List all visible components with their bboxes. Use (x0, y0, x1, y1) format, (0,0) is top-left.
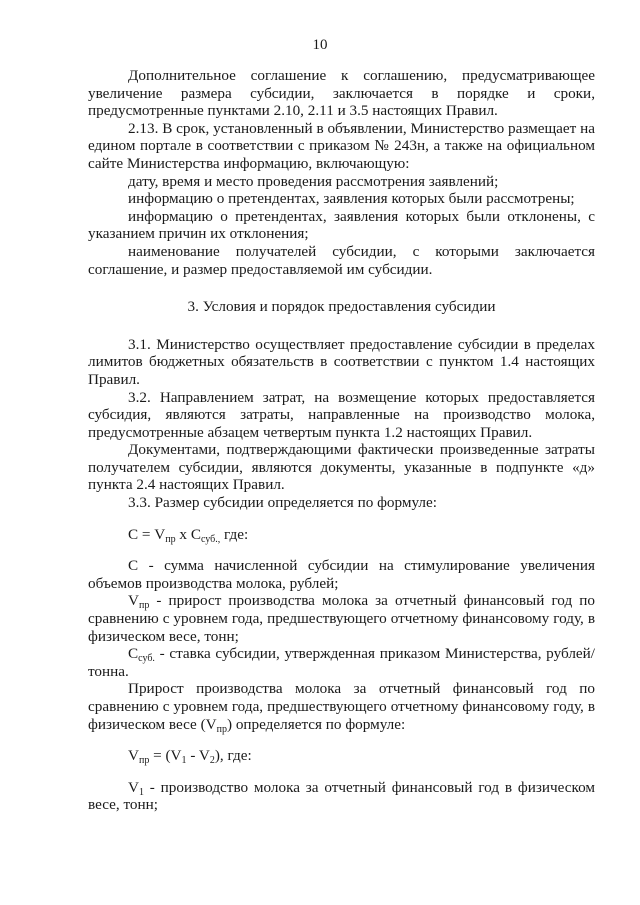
list-item: информацию о претендентах, заявления которых были рассмотрены; (128, 190, 575, 208)
subsidy-formula: $С = V_{пр}$ x $С_{суб.,}$ где: (128, 525, 249, 545)
paragraph-3-3: 3.3. Размер субсидии определяется по формуле: (128, 494, 437, 512)
definition-vpr: $V_{пр}$ - прирост производства молока за отчетный финансовый год по сравнению с уровнем года, предшествующего отчетному финансовому году, в физическом весе, тонн; (88, 592, 595, 645)
document-body (88, 67, 595, 814)
list-item: информацию о претендентах, заявления которых были отклонены, с указанием причин их отклонения; (88, 207, 595, 243)
paragraph: Документами, подтверждающими фактически произведенные затраты получателем субсидии, являются документы, указанные в подпункте «д» пункта 2.4 настоящих Правил. (88, 441, 595, 494)
growth-formula: $V_{пр} = (V_1 - V_2)$, где: (128, 747, 252, 767)
definition-c: С - сумма начисленной субсидии на стимулирование увеличения объемов производства молока, рублей; (88, 557, 595, 592)
list-item: дату, время и место проведения рассмотрения заявлений; (128, 172, 499, 190)
paragraph-3-2: 3.2. Направлением затрат, на возмещение которых предоставляется субсидия, являются затраты, направленные на производство молока, предусмотренные абзацем четвертым пункта 1.2 настоящих Правил. (88, 388, 595, 441)
page-number: 10 (312, 37, 328, 53)
list-item: наименование получателей субсидии, с которыми заключается соглашение, и размер предоставляемой им субсидии. (88, 242, 595, 278)
paragraph: Дополнительное соглашение к соглашению, предусматривающее увеличение размера субсидии, заключается в порядке и сроки, предусмотренные пунктами 2.10, 2.11 и 3.5 настоящих Правил. (88, 67, 595, 120)
section-heading: 3. Условия и порядок предоставления субсидии (187, 298, 496, 316)
definition-v1: $V_1$ - производство молока за отчетный финансовый год в физическом весе, тонн; (88, 778, 595, 814)
growth-paragraph: Прирост производства молока за отчетный финансовый год по сравнению с уровнем года, предшествующего отчетному финансовому году, в физическом весе $(V_{пр})$ определяется по формуле: (88, 680, 595, 735)
definition-csub: $С_{суб.}$ - ставка субсидии, утвержденная приказом Министерства, рублей/тонна. (88, 645, 595, 680)
paragraph-2-13: 2.13. В срок, установленный в объявлении, Министерство размещает на едином портале в соответствии с приказом № 243н, а также на официальном сайте Министерства информацию, включающую: (88, 119, 595, 172)
paragraph-3-1: 3.1. Министерство осуществляет предоставление субсидии в пределах лимитов бюджетных обязательств в соответствии с пунктом 1.4 настоящих Правил. (88, 335, 595, 388)
